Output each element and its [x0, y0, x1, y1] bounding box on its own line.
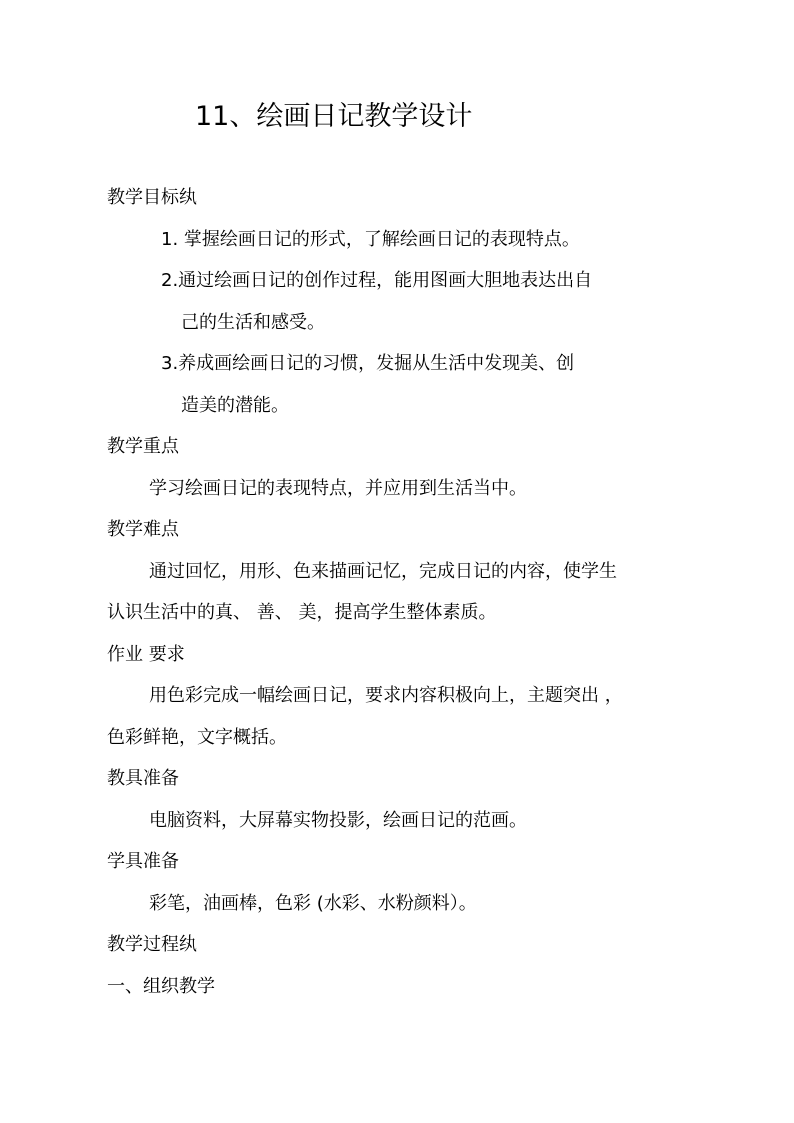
objectives-heading: 教学目标纨 — [107, 187, 197, 208]
homework-text-1: 用色彩完成一幅绘画日记，要求内容积极向上，主题突出 ， — [149, 685, 623, 706]
objective-item-2: 2.通过绘画日记的创作过程，能用图画大胆地表达出自 — [161, 270, 593, 291]
difficulties-text-2: 认识生活中的真、 善、 美，提高学生整体素质。 — [107, 602, 497, 623]
objective-item-3-cont: 造美的潜能。 — [181, 395, 289, 416]
teaching-tools-text: 电脑资料，大屏幕实物投影，绘画日记的范画。 — [149, 810, 527, 831]
teaching-tools-heading: 教具准备 — [107, 768, 179, 789]
objective-item-2-cont: 己的生活和感受。 — [181, 312, 325, 333]
process-heading: 教学过程纨 — [107, 934, 197, 955]
key-points-text: 学习绘画日记的表现特点，并应用到生活当中。 — [149, 478, 527, 499]
objective-item-3: 3.养成画绘画日记的习惯，发掘从生活中发现美、创 — [161, 353, 575, 374]
document-title: 11、绘画日记教学设计 — [195, 101, 473, 132]
homework-heading: 作业 要求 — [107, 644, 185, 665]
difficulties-text-1: 通过回忆，用形、色来描画记忆，完成日记的内容，使学生 — [149, 561, 617, 582]
objective-item-1: 1. 掌握绘画日记的形式，了解绘画日记的表现特点。 — [161, 229, 580, 250]
student-tools-text: 彩笔，油画棒，色彩 (水彩、水粉颜料）。 — [149, 893, 477, 914]
key-points-heading: 教学重点 — [107, 436, 179, 457]
homework-text-2: 色彩鲜艳，文字概括。 — [107, 727, 287, 748]
student-tools-heading: 学具准备 — [107, 851, 179, 872]
difficulties-heading: 教学难点 — [107, 519, 179, 540]
process-step-1: 一、组织教学 — [107, 976, 215, 997]
